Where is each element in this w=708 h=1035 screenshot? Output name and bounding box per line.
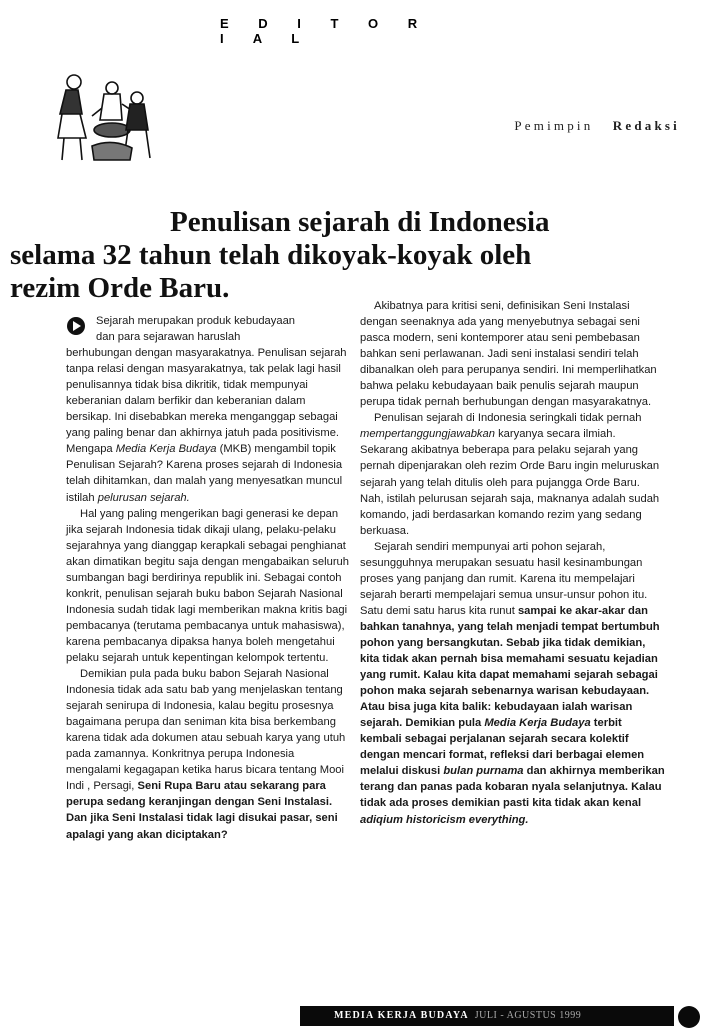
left-p3-body: Demikian pula pada buku babon Sejarah Nasional Indonesia tidak ada satu bab yang menjelaskan tentang sejarah senirupa di Indonesia, kalau begitu prosesnya bagaimana perupa dan seniman kita bisa berkembang karena tidak ada dokumen atau sebuah karya yang utuh pada zamannya. Konkritnya perupa Indonesia mengalami kegagapan ketika harus bicara tentang Mooi Indi , Persagi, (66, 668, 346, 793)
right-column (360, 298, 665, 828)
left-p1-body: berhubungan dengan masyarakatnya. Penulisan sejarah tanpa relasi dengan masyarakatnya, tak pelak lagi hasil penulisannya tidak bisa dikritik, tidak mempunyai keberanian dalam berfikir dan keberanian dalam bersikap. Ini disebabkan mereka menganggap sebagai yang paling benar dan akhirnya jatuh pada positivisme. Mengapa (66, 347, 347, 456)
play-bullet-icon (66, 316, 86, 336)
author-credit (514, 118, 680, 134)
right-p3-body: Sejarah sendiri mempunyai arti pohon sejarah, sesungguhnya merupakan sesuatu hasil kesinambungan proses yang panjang dan rumit. Karena itu mempelajari sejarah berarti mempelajari semua unsur-unsur pohon itu. Satu demi satu harus kita runut (360, 540, 648, 617)
headline-part-3: oleh (472, 239, 532, 271)
headline-line-3: rezim Orde Baru. (10, 272, 230, 304)
headline-part-2: selama 32 tahun telah (10, 239, 288, 271)
right-p3-bulan: bulan purnama (443, 765, 524, 778)
right-p2-body: Penulisan sejarah di Indonesia seringkali tidak pernah (374, 412, 642, 425)
magazine-name: MEDIA KERJA BUDAYA (334, 1010, 469, 1021)
headline-part-1: di Indonesia (389, 206, 550, 238)
right-p3-bold-2: terbit kembali sebagai perjalanan sejarah secara kolektif dengan mencari format, refleksi dari berbagai elemen melalui diskusi (360, 717, 645, 778)
headline-bold-2: dikoyak-koyak (287, 239, 473, 271)
issue-date: JULI - AGUSTUS 1999 (474, 1010, 582, 1021)
left-paragraph-2: Hal yang paling mengerikan bagi generasi ke depan jika sejarah Indonesia tidak dikaji ulang, pelaku-pelaku sejarahnya yang dianggap kerapkali sebagai penghianat akan dimatikan begitu saja dengan mengabaikan seluruh sumbangan bagi berdirinya republik ini. Sebagai contoh konkrit, penulisan sejarah buku babon Sejarah Nasional Indonesia sudah tidak lagi memberikan makna kritis bagi pembacanya (terutama pembacanya untuk mahasiswa), karena pembacanya dipaksa hanya boleh mengetahui pelaku sejarah untuk kepentingan kelompok tertentu. (66, 507, 349, 664)
right-p3-semibold: sampai ke akar-akar dan bahkan tanahnya, yang telah menjadi tempat bertumbuh pohon yang bersangkutan. Sebab jika tidak demikian, kita tidak akan pernah bisa memahami sesuatu kejadian yang rumit. (360, 604, 660, 682)
left-p1-line-a: Sejarah merupakan produk kebudayaan (96, 315, 296, 327)
headline (10, 206, 690, 305)
left-p1-line-b: dan para sejarawan haruslah (96, 331, 241, 344)
left-p3-bold: Seni Rupa Baru atau sekarang para perupa sedang keranjingan dengan Seni Instalasi. Dan jika Seni Instalasi tidak lagi disukai pasar, seni apalagi yang akan diciptakan? (66, 780, 338, 841)
author-role: Pemimpin (514, 118, 594, 133)
page-marker-icon (678, 1006, 700, 1028)
section-label: E D I T O R I A L (220, 16, 431, 46)
right-paragraph-1: Akibatnya para kritisi seni, definisikan Seni Instalasi dengan seenaknya ada yang menyebutnya sebagai seni pasca modern, seni kontemporer atau seni pembebasan bahkan seni perlawanan. Jadi seni instalasi sendiri telah dibanalkan oleh para perupanya sendiri. Ini memperlihatkan bahwa pelaku kebudayaan baik penulis sejarah maupun perupa tidak pernah berhubungan dengan masyarakatnya. (360, 300, 657, 409)
left-p1-term: pelurusan sejarah. (97, 491, 190, 504)
right-paragraph-2 (360, 410, 665, 538)
left-p1-body-2: (MKB) mengambil topik Penulisan Sejarah? Karena proses sejarah di Indonesia telah dihitamkan, dan malah yang menyesatkan muncul istilah (66, 443, 343, 504)
right-p2-term: mempertanggungjawabkan (360, 428, 495, 441)
headline-bold-1: Penulisan sejarah (170, 206, 390, 238)
footer-bar (300, 1006, 674, 1026)
right-p3-mkb: Media Kerja Budaya (484, 717, 591, 730)
left-p1-mkb: Media Kerja Budaya (115, 443, 217, 456)
left-column (66, 313, 351, 843)
left-paragraph-3 (66, 666, 351, 843)
right-p3-latin: adiqium historicism everything. (360, 813, 529, 826)
left-paragraph-1 (66, 313, 351, 506)
right-p3-bold: Kalau kita dapat memahami sejarah sebagai pohon maka sejarah sebenarnya warisan kebudayaan. Atau bisa juga kita balik: kebudayaan ialah warisan sejarah. Demikian pula (360, 669, 658, 730)
author-name: Redaksi (612, 118, 680, 133)
right-p3-bold-3: dan akhirnya memberikan terang dan panas pada kobaran nyala selanjutnya. Kalau tidak ada proses demikian pasti kita tidak akan kenal (360, 765, 665, 810)
people-illustration (52, 68, 152, 166)
right-paragraph-3 (360, 539, 665, 828)
right-p2-body-2: karyanya secara ilmiah. Sekarang akibatnya beberapa para pelaku sejarah yang pernah dipenjarakan oleh rezim Orde Baru ingin meluruskan sejarah yang telah ditulis oleh para pujangga Orde Baru. Nah, istilah pelurusan sejarah saja, maknanya adalah sudah komando, jadi berdasarkan komando rezim yang sedang berkuasa. (360, 428, 660, 537)
